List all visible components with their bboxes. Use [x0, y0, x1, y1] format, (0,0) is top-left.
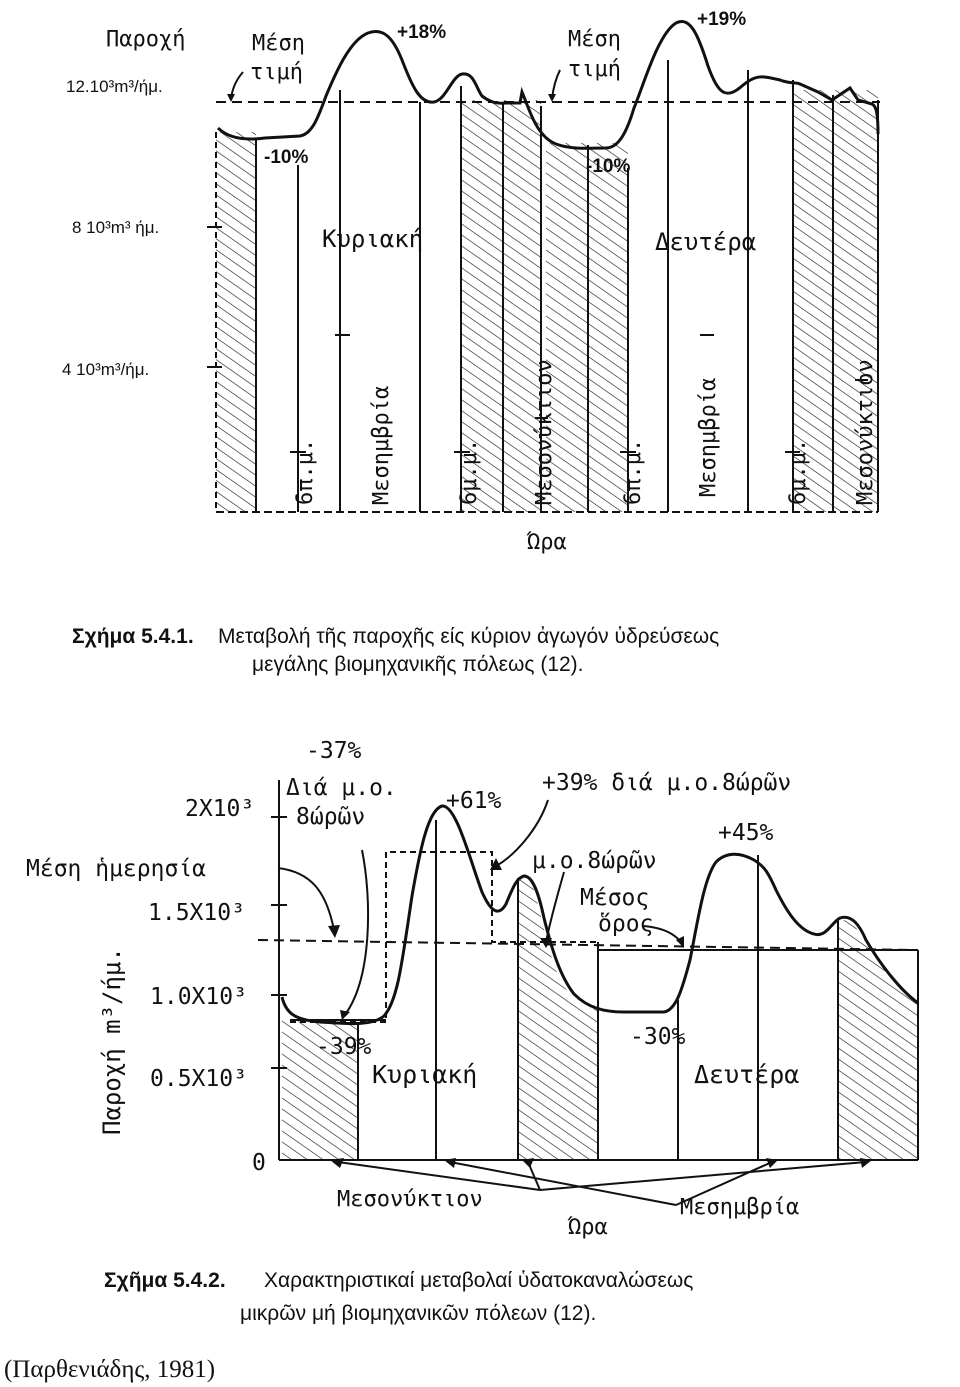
fig2-ytick-0: 0 — [252, 1150, 266, 1176]
fig2-day-label-2: Δευτέρα — [694, 1060, 800, 1089]
fig1-annotation-4: +19% — [697, 9, 747, 30]
fig1-hour-label-2: Μεσημβρία — [369, 385, 394, 505]
source-citation: (Παρθενιάδης, 1981) — [4, 1356, 216, 1383]
fig2-note-minus37-1: -37% — [306, 738, 362, 764]
fig1-ytick-8: 8 10³m³ ήμ. — [72, 218, 160, 237]
fig1-mean-arrowhead-1 — [227, 94, 235, 102]
fig2-ytick-1000: 1.0X10³ — [150, 984, 247, 1010]
fig1-annotation-3: -10% — [586, 156, 631, 177]
fig1-caption-label: Σχήμα 5.4.1. — [72, 625, 194, 648]
fig1-y-title: Παροχή — [106, 27, 186, 52]
fig2-x-label: Ώρα — [568, 1215, 608, 1240]
fig2-annotation-minus39: -39% — [316, 1034, 372, 1060]
fig2-ytick-2000: 2X10³ — [185, 796, 255, 822]
fig2-eight-hour-label: μ.ο.8ώρῶν — [532, 848, 657, 874]
fig2-ytick-1500: 1.5X10³ — [148, 900, 245, 926]
fig2-avg-label-2: ὅρος — [598, 911, 654, 937]
fig1-day-label-2: Δευτέρα — [655, 228, 757, 256]
fig1-mean-label-4: τιμή — [568, 57, 621, 82]
fig1-hour-label-1: 6π.μ. — [293, 438, 318, 505]
fig1-flow-curve — [218, 21, 878, 148]
fig1-caption-line2: μεγάλης βιομηχανικῆς πόλεως (12). — [252, 653, 584, 676]
fig1-annotation-2: +18% — [397, 22, 447, 43]
fig2-avg-label-1: Μέσος — [580, 885, 650, 911]
fig2-caption-line2: μικρῶν μή βιομηχανικῶν πόλεων (12). — [240, 1302, 597, 1325]
fig2-midnight-label: Μεσονύκτιον — [337, 1187, 483, 1212]
fig2-night-area-2 — [518, 878, 598, 1160]
fig1-x-label: Ώρα — [527, 530, 567, 555]
fig2-y-label: Παροχή m³/ήμ. — [98, 947, 126, 1135]
fig2-annotation-minus30: -30% — [630, 1024, 686, 1050]
fig1-hour-label-5: 6π.μ. — [621, 438, 646, 505]
fig2-note-plus39: +39% διά μ.ο.8ώρῶν — [542, 770, 792, 796]
fig2-note-minus37-3: 8ώρῶν — [296, 804, 366, 830]
fig2-mean-daily-label: Μέση ἡμερησία — [26, 856, 207, 882]
fig1-caption-line1: Μεταβολή τῆς παροχῆς είς κύριον ἀγωγόν ὑδρεύσεως — [218, 625, 720, 648]
fig1-hour-label-7: 6μ.μ. — [786, 438, 811, 505]
fig2-day-label-1: Κυριακή — [372, 1060, 478, 1089]
fig2-mean-line — [258, 940, 918, 950]
fig1-annotation-1: -10% — [264, 147, 309, 168]
fig1-hour-label-3: 6μ.μ. — [457, 438, 482, 505]
fig1-mean-label-1: Μέση — [252, 31, 305, 56]
fig1-ytick-12: 12.10³m³/ήμ. — [66, 77, 163, 96]
fig1-mean-label-3: Μέση — [568, 27, 621, 52]
fig1-day-label-1: Κυριακή — [322, 225, 424, 253]
fig2-caption-label: Σχῆμα 5.4.2. — [104, 1269, 226, 1292]
fig2-noon-label: Μεσημβρία — [680, 1195, 800, 1220]
fig1-hour-label-6: Μεσημβρία — [696, 377, 721, 497]
fig2-annotation-plus45: +45% — [718, 820, 774, 846]
fig2-night-area-3 — [838, 920, 918, 1160]
fig2-annotation-plus61: +61% — [446, 788, 502, 814]
fig2-ytick-500: 0.5X10³ — [150, 1066, 247, 1092]
fig1-mean-arrowhead-2 — [548, 94, 556, 102]
fig1-night-1 — [216, 132, 256, 512]
figure2-chart — [258, 780, 918, 1205]
fig1-ytick-4: 4 10³m³/ήμ. — [62, 360, 150, 379]
fig2-note-minus37-2: Διά μ.ο. — [286, 775, 397, 801]
fig1-hour-label-8: Μεσονύκτιον — [853, 359, 878, 505]
fig1-mean-label-2: τιμή — [250, 60, 303, 85]
fig2-caption-line1: Χαρακτηριστικαί μεταβολαί ὑδατοκαναλώσεως — [264, 1269, 694, 1292]
fig1-hour-label-4: Μεσονύκτιον — [532, 359, 557, 505]
